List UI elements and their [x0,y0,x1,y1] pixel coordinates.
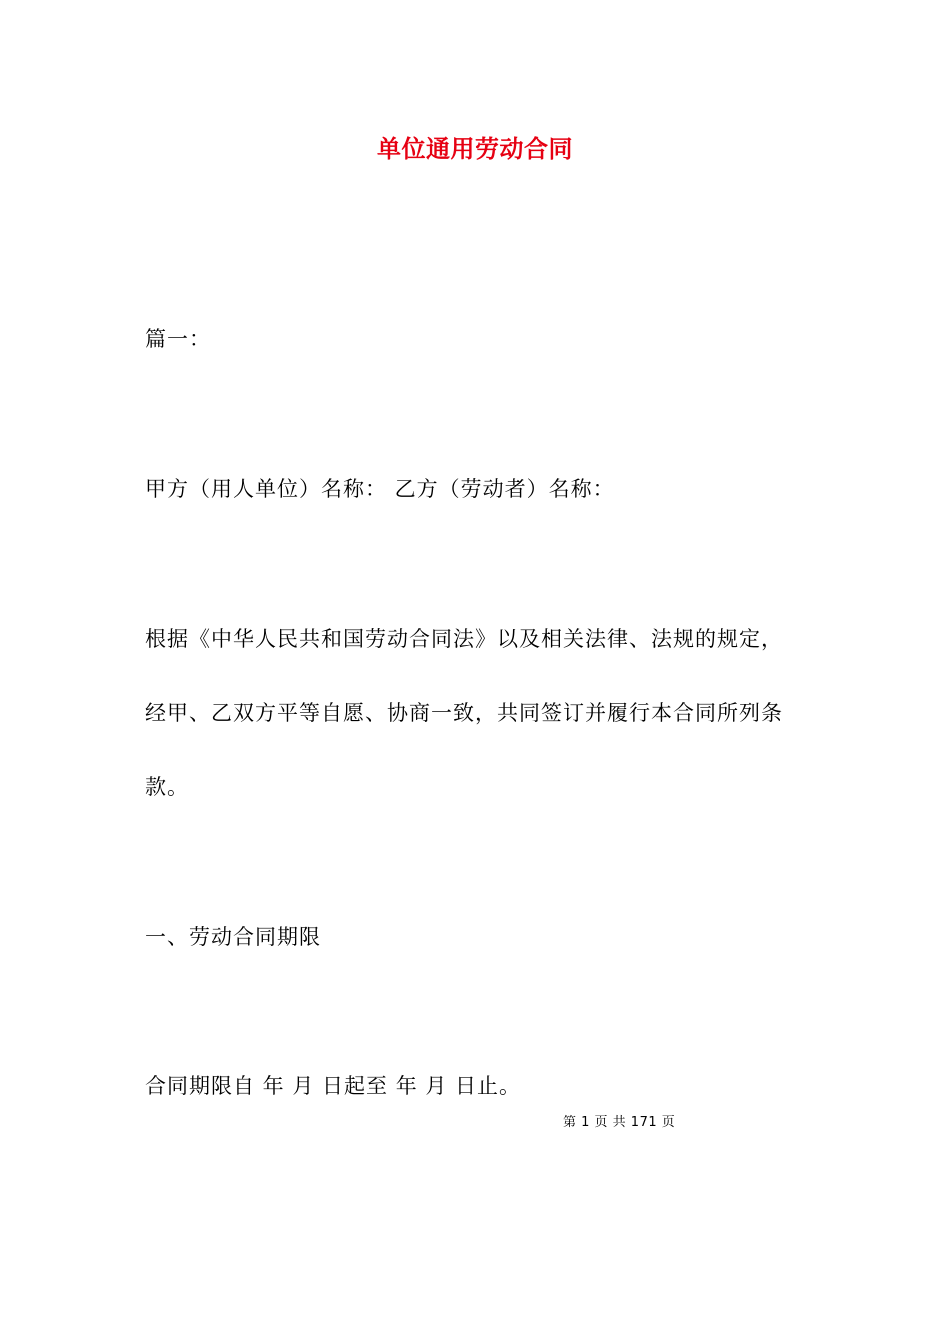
page-number-footer: 第 1 页 共 171 页 [563,1115,676,1130]
preamble-line-1: 根据《中华人民共和国劳动合同法》以及相关法律、法规的规定， [145,627,783,651]
document-title: 单位通用劳动合同 [377,135,573,163]
contract-term-line: 合同期限自 年 月 日起至 年 月 日止。 [145,1074,522,1098]
preamble-line-2: 经甲、乙双方平等自愿、协商一致，共同签订并履行本合同所列条 [145,701,783,725]
preamble-line-3: 款。 [145,775,189,799]
clause-heading-contract-term: 一、劳动合同期限 [145,925,321,949]
section-heading-part-one: 篇一： [145,327,211,351]
parties-line: 甲方（用人单位）名称： 乙方（劳动者）名称： [145,477,615,501]
